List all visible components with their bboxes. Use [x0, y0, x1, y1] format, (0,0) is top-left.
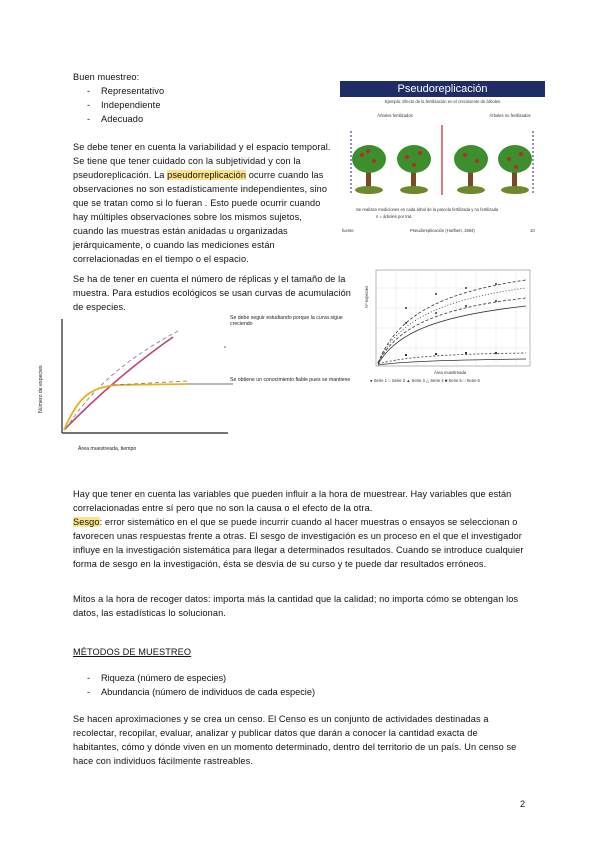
figure-footer-mid: Pseudoreplicación (Hurlbert, 1984): [410, 228, 475, 233]
x-axis-label: Área muestreada, tiempo: [78, 446, 137, 452]
tree-icon: [454, 145, 488, 194]
intro-block: [73, 70, 323, 126]
pseudoreplication-paragraph: Se debe tener en cuenta la variabilidad y el espacio temporal. Se tiene que tener cuidado con la subjetividad y con la pseudoreplicación. La pseudorreplicación ocurre cuando las observaciones no son estadísticamente independientes, sino que se tratan como si lo fueran . Esto puede ocurrir cuando hay múltiples observaciones sobre los mismos sujetos, cuando las muestras están anidadas u organizadas jerárquicamente, o cuando las mediciones están correlacionadas en el tiempo o el espacio.: [73, 142, 331, 264]
pointer-dot: [224, 346, 226, 348]
figure-note: n = árboles por trat.: [376, 214, 413, 219]
section-title: MÉTODOS DE MUESTREO: [73, 647, 192, 657]
figure-caption: Se realizan mediciones en cada árbol de la parcela fertilizada y no fertilizada: [356, 207, 499, 212]
page-number: 2: [520, 799, 526, 809]
plot-legend: ● Serie 1 ○ Serie 2 ▲ Serie 3 △ Serie 4 ■ Serie 5 □ Serie 6: [370, 378, 480, 383]
tree-icon: [498, 145, 532, 194]
figure-title: Pseudoreplicación: [340, 81, 545, 97]
highlight-term: Sesgo: [73, 517, 100, 527]
plot-x-label: Área muestreada: [434, 370, 467, 375]
variables-paragraph: Hay que tener en cuenta las variables que pueden influir a la hora de muestrear. Hay variables que están correlacionadas entre sí pero que no son la causa o el efecto de la otra.: [73, 489, 512, 513]
plateau-curve: [64, 384, 188, 430]
accumulation-plot: [366, 268, 534, 390]
census-paragraph: Se hacen aproximaciones y se crea un censo. El Censo es un conjunto de actividades destinadas a recolectar, recopilar, evaluar, analizar y publicar datos que darán a conocer la cantidad exacta de habitantes, cómo y dónde viven en un momento determinado, dentro del territorio de un país. Un censo se hace con individuos fácilmente rastreables.: [73, 714, 517, 766]
list-item: - Adecuado: [73, 112, 323, 126]
intro-title: Buen muestreo:: [73, 72, 140, 82]
label-unfertilized: Árboles no fertilizados: [489, 113, 531, 118]
figure-footer-right: 10: [530, 228, 535, 233]
trees-illustration: [340, 123, 545, 203]
list-item: - Independiente: [73, 98, 323, 112]
list-item: - Representativo: [73, 84, 323, 98]
methods-list: [73, 671, 513, 699]
tree-icon: [397, 145, 431, 194]
rising-curve: [64, 337, 173, 430]
myths-paragraph: Mitos a la hora de recoger datos: importa más la cantidad que la calidad; no importa cómo se obtengan los datos, las estadísticas lo solucionan.: [73, 594, 519, 618]
replicates-paragraph: Se ha de tener en cuenta el número de réplicas y el tamaño de la muestra. Para estudios ecológicos se usan curvas de acumulación de especies.: [73, 274, 351, 312]
figure-footer-left: fuente: [342, 228, 354, 233]
list-item: - Riqueza (número de especies): [73, 671, 513, 685]
accumulation-curve-figure: [38, 315, 363, 460]
label-fertilized: Árboles fertilizados: [377, 113, 413, 118]
annotation-keep-sampling: Se debe seguir estudiando porque la curva sigue creciendo: [230, 315, 343, 327]
list-item: - Abundancia (número de individuos de cada especie): [73, 685, 513, 699]
tree-icon: [352, 145, 386, 194]
highlight-term: pseudorreplicación: [167, 170, 247, 180]
y-axis-label: Número de especies: [38, 365, 44, 413]
figure-subtitle: Ejemplo: Efecto de la fertilización en el crecimiento de árboles: [384, 99, 501, 104]
plot-y-label: Nº especies: [364, 285, 369, 308]
bias-paragraph: Sesgo: error sistemático en el que se puede incurrir cuando al hacer muestras o ensayos se seleccionan o favorecen unas respuestas frente a otras. El sesgo de investigación es un proceso en el que el investigador influye en la investigación sistemática para llegar a determinados resultados. Cuando se introduce cualquier forma de sesgo en la investigación, ésta se desvía de su curso y te puede dar resultados erróneos.: [73, 517, 524, 569]
annotation-reliable: Se obtiene un conocimiento fiable pues se mantiene: [230, 377, 351, 383]
pseudoreplication-figure: [340, 81, 545, 236]
